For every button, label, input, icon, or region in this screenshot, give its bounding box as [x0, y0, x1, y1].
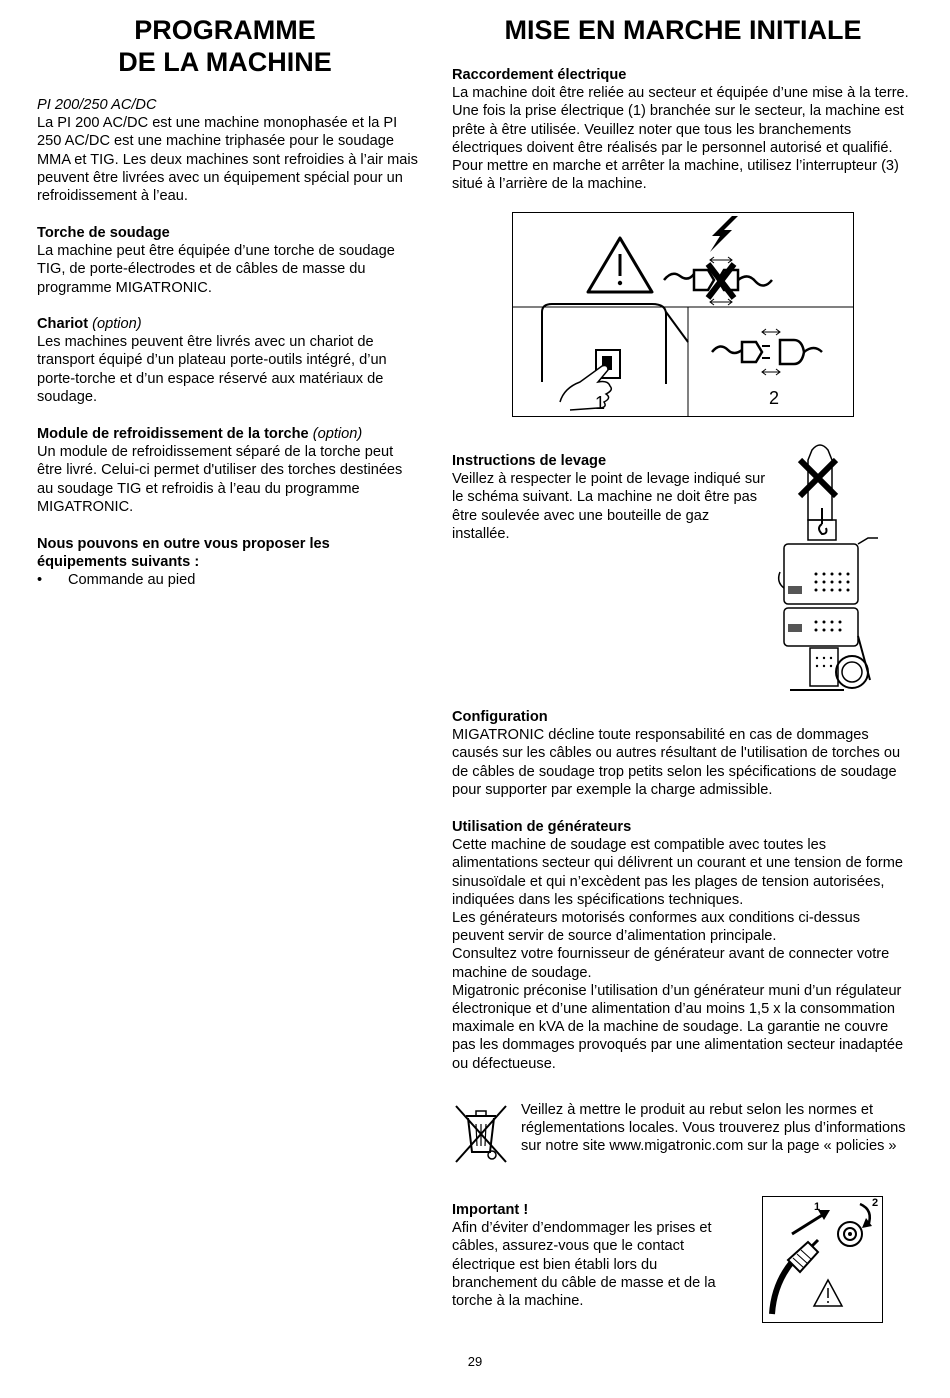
generators-heading: Utilisation de générateurs	[452, 819, 632, 835]
config-text: MIGATRONIC décline toute responsabilité en cas de dommages causés sur les câbles ou autres résultant de l'utilisation de torches ou de câbles de soudage trop petits selon les spécifications de soudage pour supporter par exemple la charge admissible.	[452, 727, 901, 798]
power-switch-hand-icon	[542, 304, 688, 410]
right-title: MISE EN MARCHE INITIALE	[504, 15, 862, 45]
extra-section	[37, 535, 419, 590]
model-section	[37, 96, 419, 205]
arrow-icon	[792, 1210, 830, 1234]
welding-machine-icon	[779, 538, 878, 646]
model-text: La PI 200 AC/DC est une machine monophasée et la PI 250 AC/DC est une machine triphasée pour le soudage MMA et TIG. Les deux machines sont refroidies à l’air mais peuvent être livrées avec un équipement spécial pour un refroidissement à l’eau.	[37, 115, 418, 205]
weee-bin-icon	[452, 1102, 510, 1166]
left-title-line1: PROGRAMME	[134, 15, 316, 45]
lightning-icon	[710, 216, 738, 252]
cross-icon	[800, 460, 836, 496]
cooling-heading: Module de refroidissement de la torche	[37, 426, 309, 442]
disposal-section	[521, 1101, 916, 1156]
connected-plug-icon	[712, 329, 822, 375]
important-heading: Important !	[452, 1202, 529, 1218]
torch-text: La machine peut être équipée d’une torche de soudage TIG, de porte-électrodes et de câbles de masse du programme MIGATRONIC.	[37, 243, 395, 296]
left-title-line2: DE LA MACHINE	[118, 47, 332, 77]
generators-p4: Migatronic préconise l’utilisation d’un générateur muni d’un régulateur électronique et d’une alimentation d’au moins 1,5 x la consommation maximale en kVA de la machine de soudage. La garantie ne couvre pas les dommages provoqués par une alimentation secteur inadaptée ou défectueuse.	[452, 982, 904, 1072]
lifting-section	[452, 452, 768, 543]
warning-triangle-icon	[588, 238, 652, 292]
cooling-section	[37, 425, 419, 516]
generators-section	[452, 818, 914, 1073]
model-heading: PI 200/250 AC/DC	[37, 97, 157, 113]
extra-heading: Nous pouvons en outre vous proposer les équipements suivants :	[37, 536, 330, 571]
electrical-figure	[512, 212, 854, 418]
torch-section	[37, 224, 419, 297]
lifting-hook-icon	[819, 508, 827, 534]
connector-figure	[762, 1196, 884, 1324]
connector-label-1: 1	[814, 1201, 821, 1213]
lifting-figure	[770, 436, 890, 698]
electrical-heading: Raccordement électrique	[452, 67, 627, 83]
page-number: 29	[467, 1354, 483, 1369]
cable-plug-icon	[772, 1240, 818, 1314]
generators-p2: Les générateurs motorisés conformes aux conditions ci-dessus peuvent servir de source d’alimentation principale.	[452, 910, 861, 945]
important-text: Afin d’éviter d’endommager les prises et câbles, assurez-vous que le contact électrique est bien établi lors du branchement du câble de masse et de la torche à la machine.	[452, 1220, 716, 1310]
bullet-mark: •	[37, 572, 43, 589]
electrical-text: La machine doit être reliée au secteur et équipée d’une mise à la terre. Une fois la prise électrique (1) branchée sur le secteur, la machine est prête à être utilisée. Veuillez noter que tous les branchements électriques doivent être réalisés par le personnel autorisé et qualifié. Pour mettre en marche et arrêter la machine, utilisez l’interrupteur (3) situé à l’arrière de la machine.	[452, 85, 909, 193]
trolley-heading: Chariot	[37, 316, 89, 332]
connector-label-2: 2	[872, 1197, 879, 1209]
trolley-text: Les machines peuvent être livrés avec un chariot de transport équipé d’un plateau porte-outils intégré, d’un porte-torche et d’un espace réservé aux matériaux de soudage.	[37, 334, 387, 405]
cooling-option: (option)	[312, 426, 363, 442]
lifting-heading: Instructions de levage	[452, 453, 607, 469]
generators-p3: Consultez votre fournisseur de générateur avant de connecter votre machine de soudage.	[452, 946, 890, 981]
important-section	[452, 1201, 742, 1310]
lifting-text: Veillez à respecter le point de levage indiqué sur le schéma suivant. La machine ne doit être pas être soulevée avec une bouteille de gaz installée.	[452, 471, 766, 542]
left-title	[37, 14, 413, 78]
warning-triangle-icon	[814, 1280, 842, 1306]
torch-heading: Torche de soudage	[37, 225, 170, 241]
figure-label-2: 2	[768, 388, 780, 408]
disposal-text: Veillez à mettre le produit au rebut selon les normes et réglementations locales. Vous trouverez plus d’informations sur notre site www.migatronic.com sur la page « policies »	[521, 1102, 906, 1155]
figure-label-1: 1	[594, 393, 606, 413]
electrical-section	[452, 66, 914, 193]
trolley-section	[37, 315, 419, 406]
socket-icon	[838, 1222, 862, 1246]
rotate-arrow-icon	[860, 1204, 872, 1228]
trolley-option: (option)	[92, 316, 142, 332]
config-heading: Configuration	[452, 709, 548, 725]
cooling-text: Un module de refroidissement séparé de la torche peut être livré. Celui-ci permet d'utiliser des torches destinées au soudage TIG et refroidis à l’eau du programme MIGATRONIC.	[37, 444, 403, 515]
generators-p1: Cette machine de soudage est compatible avec toutes les alimentations secteur qui délivrent un courant et une tension de forme sinusoïdale et qui n’excèdent pas les plages de tension autorisées, indiquées dans les spécifications techniques.	[452, 837, 904, 908]
config-section	[452, 708, 914, 799]
disconnected-plug-icon	[664, 257, 772, 305]
list-item	[37, 571, 419, 589]
bullet-item-text: Commande au pied	[68, 572, 196, 589]
